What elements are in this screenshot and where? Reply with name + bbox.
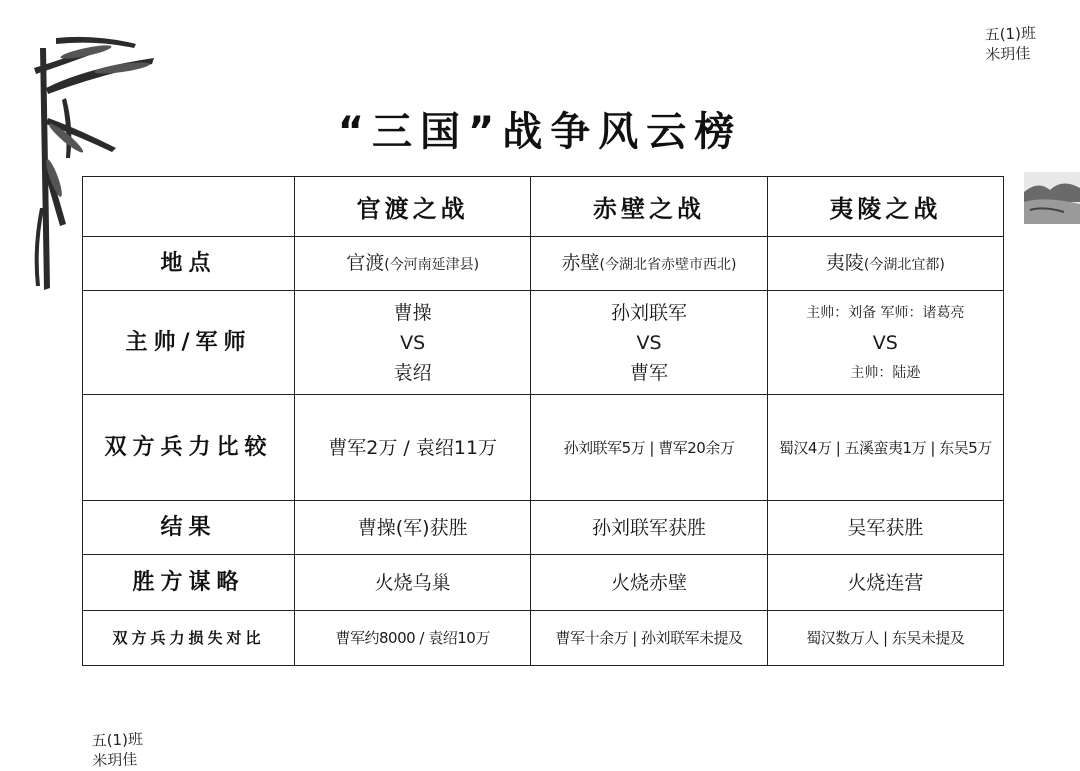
row-label: 结果 (83, 501, 295, 555)
landscape-painting-icon (1024, 172, 1080, 224)
table-row (83, 501, 1004, 555)
cell-main: 赤壁 (561, 251, 600, 274)
table-cell: 火烧连营 (767, 555, 1003, 611)
cell-top: 孙刘联军 (610, 301, 687, 324)
cell-main: 官渡 (346, 251, 385, 274)
cell-top: 主帅：刘备 军师：诸葛亮 (806, 304, 965, 321)
table-cell (295, 237, 531, 291)
column-header: 夷陵之战 (767, 177, 1003, 237)
cell-top: 曹操 (393, 301, 432, 324)
table-cell: 蜀汉4万 | 五溪蛮夷1万 | 东吴5万 (767, 395, 1003, 501)
table-cell: 火烧赤壁 (531, 555, 767, 611)
table-row (83, 237, 1004, 291)
table-cell: 曹军十余万 | 孙刘联军未提及 (531, 611, 767, 666)
table-row (83, 291, 1004, 395)
row-label: 地点 (83, 237, 295, 291)
page-title: “三国”战争风云榜 (337, 109, 743, 155)
cell-note: (今湖北省赤壁市西北) (599, 256, 737, 273)
table-cell: 曹军2万 / 袁绍11万 (295, 395, 531, 501)
table-cell: 孙刘联军获胜 (531, 501, 767, 555)
cell-vs: VS (872, 331, 898, 354)
table-cell (531, 237, 767, 291)
table-row (83, 611, 1004, 666)
table-cell (767, 291, 1003, 395)
cell-bottom: 曹军 (629, 361, 668, 384)
cell-bottom: 主帅：陆逊 (850, 364, 921, 381)
table-row (83, 555, 1004, 611)
table-row (83, 395, 1004, 501)
row-label: 双方兵力比较 (83, 395, 295, 501)
table-cell: 吴军获胜 (767, 501, 1003, 555)
cell-vs: VS (636, 331, 662, 354)
cell-note: (今湖北宜都) (863, 256, 945, 273)
table-cell (531, 291, 767, 395)
table-cell: 蜀汉数万人 | 东吴未提及 (767, 611, 1003, 666)
signature-top (984, 23, 1037, 65)
table-header-row (83, 177, 1004, 237)
row-label: 双方兵力损失对比 (83, 611, 295, 666)
table-cell (295, 291, 531, 395)
table-cell: 曹操(军)获胜 (295, 501, 531, 555)
cell-vs: VS (400, 331, 426, 354)
table-cell: 孙刘联军5万 | 曹军20余万 (531, 395, 767, 501)
signature-name: 米玥佳 (985, 44, 1031, 64)
signature-name: 米玥佳 (92, 750, 138, 770)
table-cell: 火烧乌巢 (295, 555, 531, 611)
signature-class: 五(1)班 (91, 730, 144, 750)
cell-note: (今河南延津县) (384, 256, 480, 273)
row-label: 胜方谋略 (83, 555, 295, 611)
table-cell: 曹军约8000 / 袁绍10万 (295, 611, 531, 666)
row-label: 主帅/军师 (83, 291, 295, 395)
battle-table (82, 176, 1004, 666)
table-cell (767, 237, 1003, 291)
table-corner-cell (83, 177, 295, 237)
column-header: 官渡之战 (295, 177, 531, 237)
signature-class: 五(1)班 (984, 24, 1037, 44)
column-header: 赤壁之战 (531, 177, 767, 237)
cell-bottom: 袁绍 (393, 361, 432, 384)
signature-bottom (91, 729, 144, 771)
cell-main: 夷陵 (825, 251, 864, 274)
